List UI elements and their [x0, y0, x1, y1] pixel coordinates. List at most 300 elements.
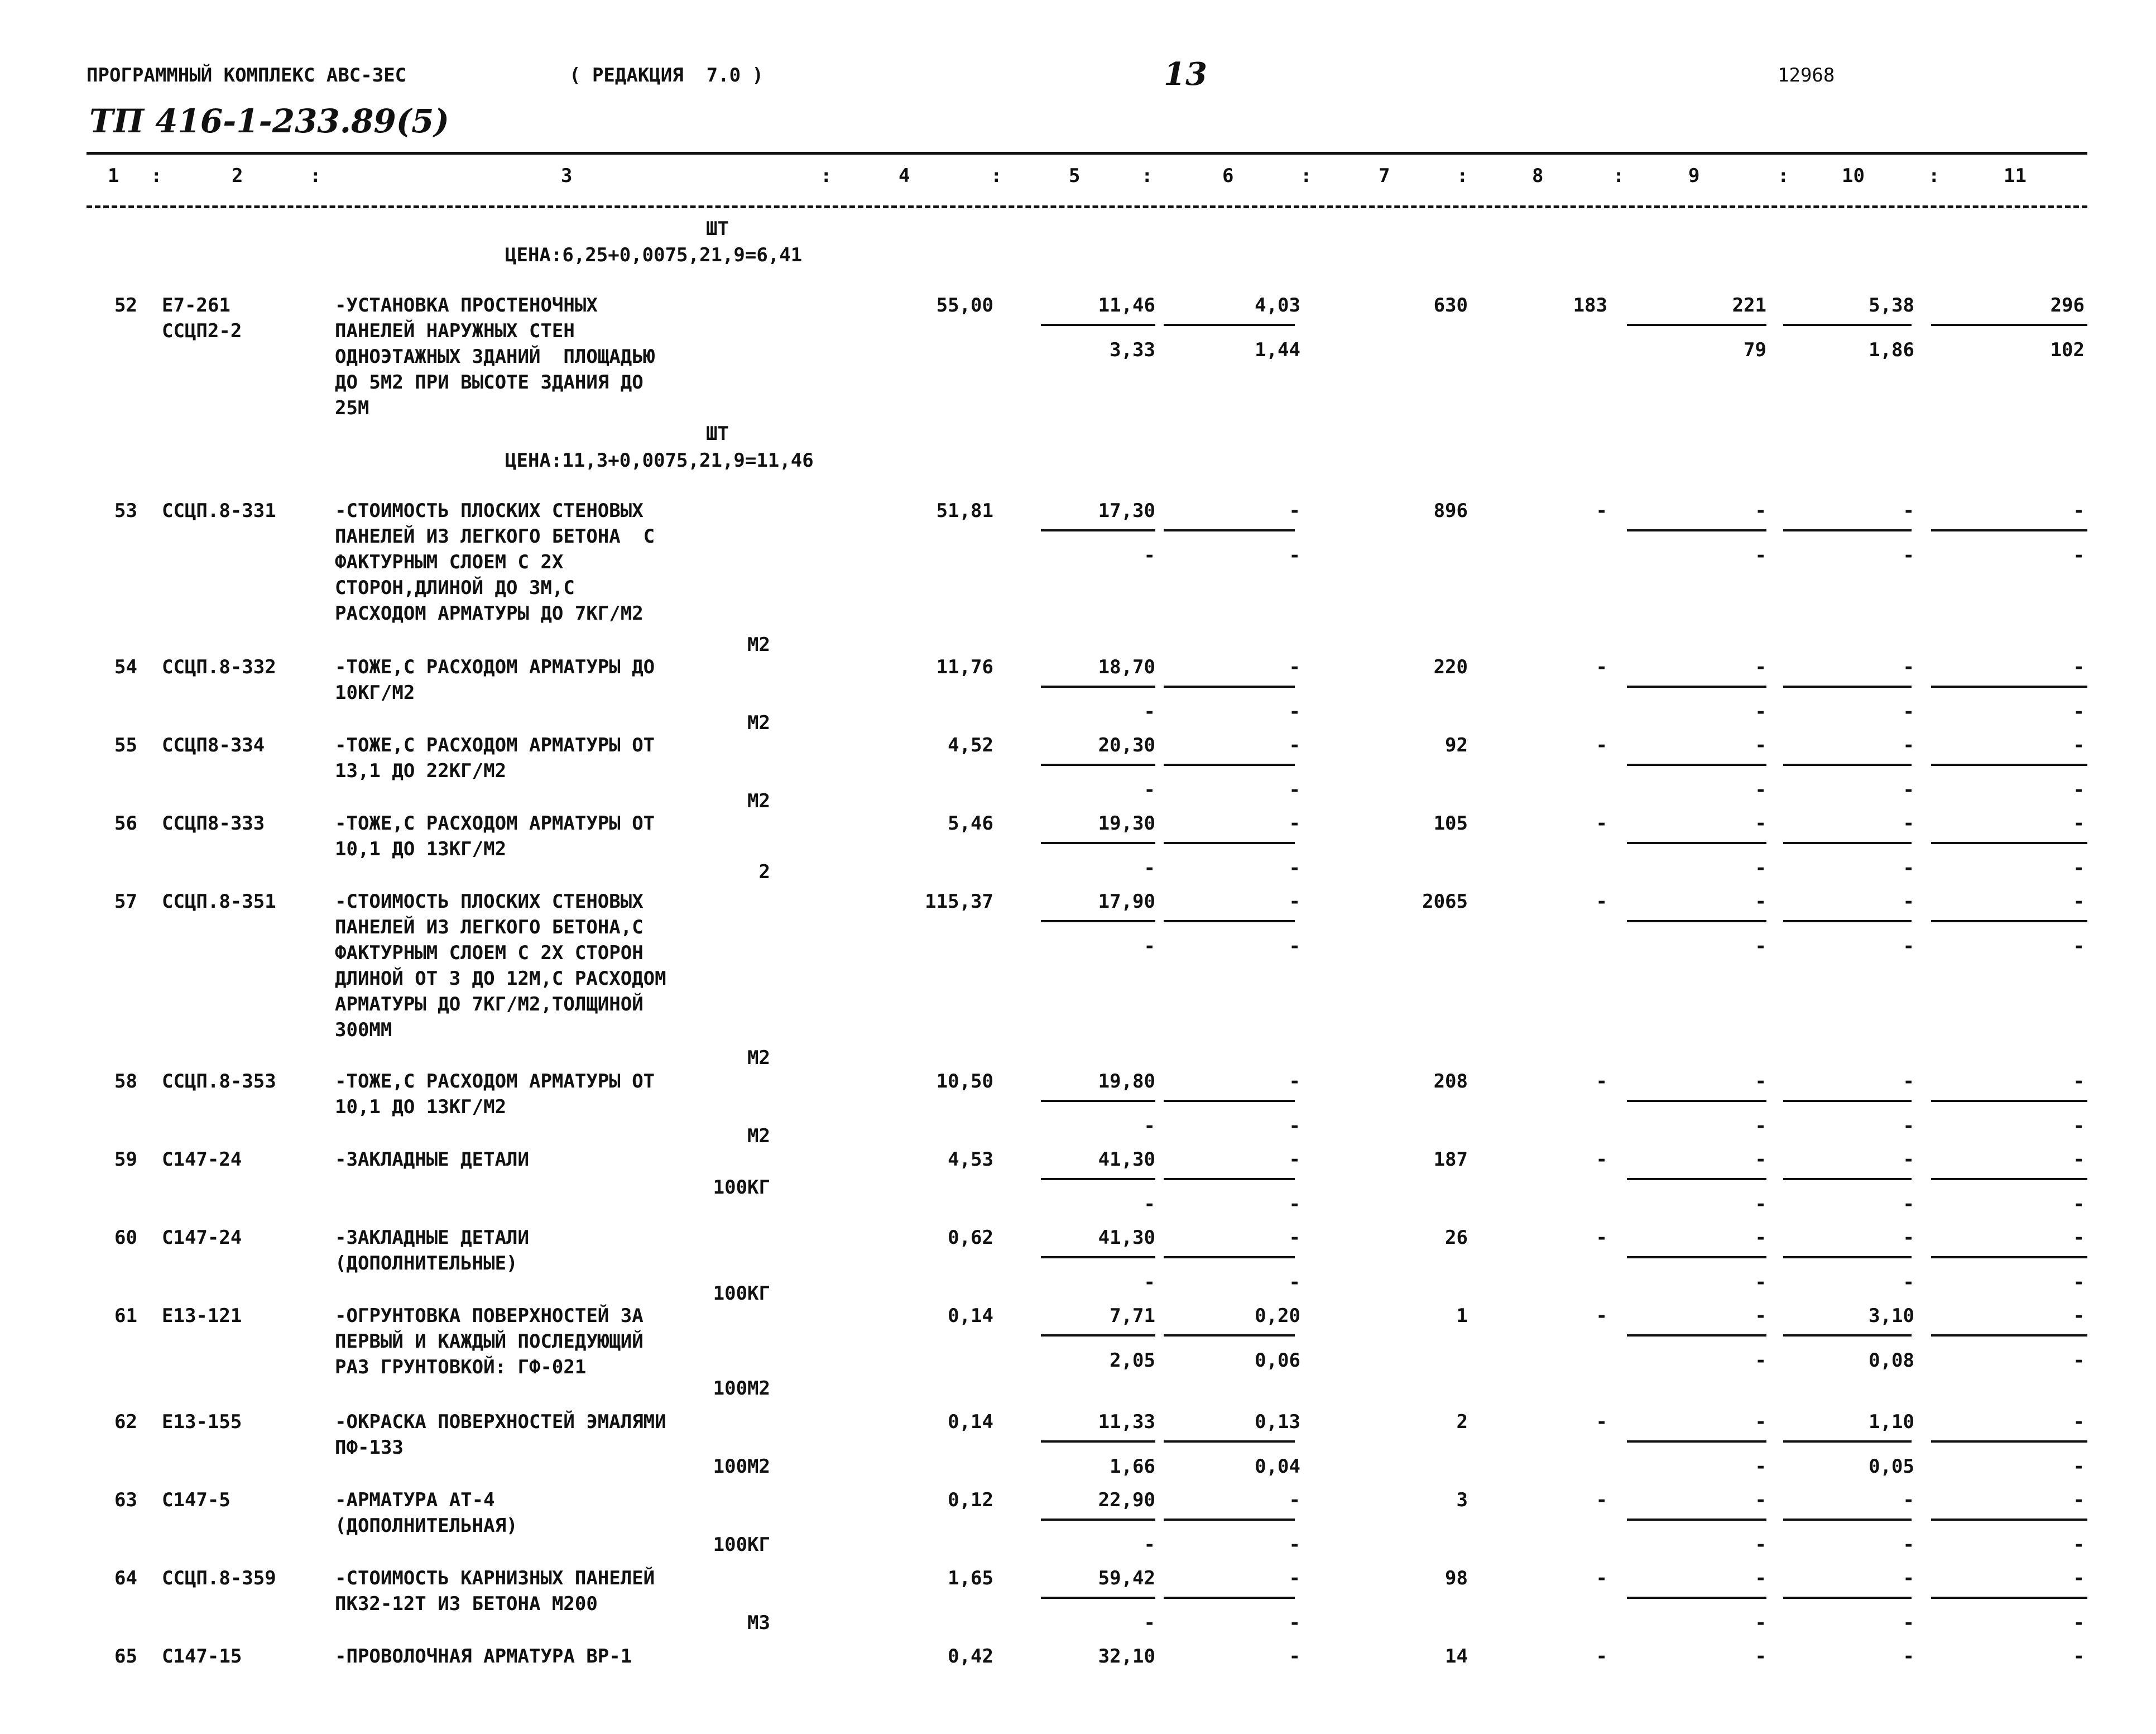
- cell-c6b: -: [1289, 1534, 1300, 1556]
- cell-c7: 92: [1445, 734, 1468, 756]
- cell-c5: 19,30: [1098, 812, 1155, 835]
- row-unit: 100КГ: [713, 1534, 770, 1556]
- cell-c10: -: [1903, 1567, 1914, 1589]
- fraction-rule: [1931, 842, 2087, 844]
- fraction-rule: [1164, 529, 1295, 531]
- row-description-line: -ТОЖЕ,С РАСХОДОМ АРМАТУРЫ ОТ: [335, 1070, 655, 1093]
- cell-c5: 11,33: [1098, 1411, 1155, 1433]
- row-description-line: ФАКТУРНЫМ СЛОЕМ С 2Х СТОРОН: [335, 942, 644, 964]
- cell-c6b: 0,04: [1255, 1455, 1300, 1478]
- cell-c10: -: [1903, 1070, 1914, 1093]
- row-description-line: 300ММ: [335, 1019, 392, 1041]
- cell-qty: 55,00: [936, 294, 993, 317]
- cell-c10: 1,10: [1869, 1411, 1914, 1433]
- cell-c5: 59,42: [1098, 1567, 1155, 1589]
- fraction-rule: [1931, 1597, 2087, 1599]
- cell-c9: -: [1755, 656, 1766, 678]
- cell-c9b: -: [1755, 1115, 1766, 1137]
- row-code: С147-5: [162, 1489, 231, 1511]
- cell-c6: -: [1289, 1489, 1300, 1511]
- row-description-line: -ОГРУНТОВКА ПОВЕРХНОСТЕЙ ЗА: [335, 1305, 644, 1327]
- fraction-rule: [1783, 686, 1912, 688]
- fraction-rule: [1627, 529, 1766, 531]
- row-unit: М2: [747, 1047, 770, 1069]
- cell-c11: -: [2073, 1305, 2085, 1327]
- row-description-line: -СТОИМОСТЬ ПЛОСКИХ СТЕНОВЫХ: [335, 500, 644, 522]
- cell-c11: -: [2073, 1148, 2085, 1171]
- cell-c11b: -: [2073, 779, 2085, 801]
- cell-c9b: -: [1755, 1455, 1766, 1478]
- row-description-line: 10,1 ДО 13КГ/М2: [335, 838, 507, 860]
- row-number: 63: [114, 1489, 137, 1511]
- project-reference: ТП 416-1-233.89(5): [89, 102, 449, 140]
- row-unit: М2: [747, 1125, 770, 1147]
- cell-qty: 0,12: [948, 1489, 993, 1511]
- row-unit: 100КГ: [713, 1176, 770, 1199]
- row-description-line: (ДОПОЛНИТЕЛЬНЫЕ): [335, 1252, 518, 1275]
- row-number: 52: [114, 294, 137, 317]
- row-number: 54: [114, 656, 137, 678]
- cell-c8: -: [1596, 1227, 1607, 1249]
- column-header-9: 9: [1688, 165, 1700, 187]
- fraction-rule: [1627, 764, 1766, 766]
- cell-c7: 896: [1433, 500, 1468, 522]
- cell-c7: 2065: [1422, 890, 1468, 913]
- cell-c8: 183: [1573, 294, 1607, 317]
- cell-c9b: -: [1755, 1612, 1766, 1634]
- cell-c7: 14: [1445, 1645, 1468, 1668]
- cell-c9: -: [1755, 1305, 1766, 1327]
- cell-c6: 0,13: [1255, 1411, 1300, 1433]
- cell-c11b: -: [2073, 544, 2085, 567]
- cell-c5b: -: [1144, 1612, 1155, 1634]
- row-description-line: -ОКРАСКА ПОВЕРХНОСТЕЙ ЭМАЛЯМИ: [335, 1411, 666, 1433]
- cell-c10: 3,10: [1869, 1305, 1914, 1327]
- cell-c11: -: [2073, 1411, 2085, 1433]
- fraction-rule: [1164, 1597, 1295, 1599]
- fraction-rule: [1627, 1440, 1766, 1443]
- cell-c11: -: [2073, 1227, 2085, 1249]
- header-rule-bottom: [87, 205, 2087, 208]
- cell-c5b: -: [1144, 857, 1155, 879]
- cell-c6b: 0,06: [1255, 1349, 1300, 1372]
- row-description-line: -ТОЖЕ,С РАСХОДОМ АРМАТУРЫ ОТ: [335, 812, 655, 835]
- cell-c9b: -: [1755, 1193, 1766, 1215]
- cell-c9: -: [1755, 812, 1766, 835]
- column-header-11: 11: [2004, 165, 2027, 187]
- top-price-note: ЦЕНА:6,25+0,0075,21,9=6,41: [505, 244, 803, 266]
- fraction-rule: [1627, 1256, 1766, 1258]
- cell-c11: -: [2073, 656, 2085, 678]
- fraction-rule: [1783, 842, 1912, 844]
- row-description-line: ПАНЕЛЕЙ НАРУЖНЫХ СТЕН: [335, 320, 575, 342]
- cell-c6: -: [1289, 1645, 1300, 1668]
- cell-c10: -: [1903, 734, 1914, 756]
- cell-c7: 220: [1433, 656, 1468, 678]
- cell-c10b: -: [1903, 935, 1914, 957]
- row-description-line: ОДНОЭТАЖНЫХ ЗДАНИЙ ПЛОЩАДЬЮ: [335, 346, 655, 368]
- fraction-rule: [1931, 1334, 2087, 1337]
- cell-c10b: -: [1903, 701, 1914, 723]
- cell-c10: -: [1903, 1645, 1914, 1668]
- cell-c8: -: [1596, 500, 1607, 522]
- fraction-rule: [1627, 324, 1766, 326]
- cell-c6: -: [1289, 734, 1300, 756]
- fraction-rule: [1931, 686, 2087, 688]
- row-number: 56: [114, 812, 137, 835]
- cell-c10b: -: [1903, 544, 1914, 567]
- fraction-rule: [1783, 529, 1912, 531]
- row-code: С147-24: [162, 1227, 242, 1249]
- cell-c9b: -: [1755, 701, 1766, 723]
- row-unit: 100КГ: [713, 1282, 770, 1305]
- cell-c10b: -: [1903, 1193, 1914, 1215]
- cell-c10b: -: [1903, 1271, 1914, 1294]
- cell-c11b: -: [2073, 1455, 2085, 1478]
- row-unit: 2: [758, 861, 770, 883]
- cell-c5: 7,71: [1110, 1305, 1155, 1327]
- cell-c11b: -: [2073, 1534, 2085, 1556]
- fraction-rule: [1627, 1597, 1766, 1599]
- cell-c6: -: [1289, 1070, 1300, 1093]
- row-description-line: -АРМАТУРА АТ-4: [335, 1489, 495, 1511]
- row-description-line: 10КГ/М2: [335, 682, 415, 704]
- cell-c11: -: [2073, 1070, 2085, 1093]
- cell-c8: -: [1596, 1567, 1607, 1589]
- cell-c11b: -: [2073, 1115, 2085, 1137]
- row-description-line: ПЕРВЫЙ И КАЖДЫЙ ПОСЛЕДУЮЩИЙ: [335, 1330, 644, 1353]
- cell-c11: -: [2073, 500, 2085, 522]
- row-description-line: ПФ-133: [335, 1436, 404, 1459]
- row-code: ССЦП8-333: [162, 812, 265, 835]
- row-description-line: 10,1 ДО 13КГ/М2: [335, 1096, 507, 1118]
- row-description-line: -СТОИМОСТЬ КАРНИЗНЫХ ПАНЕЛЕЙ: [335, 1567, 655, 1589]
- row-unit: М3: [747, 1612, 770, 1634]
- fraction-rule: [1041, 1519, 1155, 1521]
- cell-c5: 32,10: [1098, 1645, 1155, 1668]
- cell-c6b: -: [1289, 1193, 1300, 1215]
- fraction-rule: [1041, 764, 1155, 766]
- fraction-rule: [1164, 764, 1295, 766]
- fraction-rule: [1164, 1256, 1295, 1258]
- cell-c5: 19,80: [1098, 1070, 1155, 1093]
- row-unit: М2: [747, 790, 770, 812]
- fraction-rule: [1041, 1256, 1155, 1258]
- row-code: ССЦП.8-331: [162, 500, 276, 522]
- cell-c11: -: [2073, 1489, 2085, 1511]
- column-header-5: 5: [1069, 165, 1081, 187]
- cell-c9b: -: [1755, 1271, 1766, 1294]
- cell-c5b: -: [1144, 1271, 1155, 1294]
- row-code: С147-15: [162, 1645, 242, 1668]
- cell-c10: -: [1903, 500, 1914, 522]
- cell-c6: -: [1289, 500, 1300, 522]
- row-code: С147-24: [162, 1148, 242, 1171]
- row-description-line: (ДОПОЛНИТЕЛЬНАЯ): [335, 1515, 518, 1537]
- cell-c9: -: [1755, 1070, 1766, 1093]
- cell-c5b: -: [1144, 1115, 1155, 1137]
- cell-c11b: 102: [2050, 339, 2085, 361]
- cell-c10b: -: [1903, 1612, 1914, 1634]
- cell-qty: 4,52: [948, 734, 993, 756]
- row-description-line: 13,1 ДО 22КГ/М2: [335, 760, 507, 782]
- fraction-rule: [1041, 324, 1155, 326]
- cell-qty: 0,14: [948, 1411, 993, 1433]
- cell-c9b: -: [1755, 857, 1766, 879]
- cell-c6: 4,03: [1255, 294, 1300, 317]
- fraction-rule: [1783, 1256, 1912, 1258]
- row-code: Е13-121: [162, 1305, 242, 1327]
- cell-c7: 630: [1433, 294, 1468, 317]
- cell-c11b: -: [2073, 1349, 2085, 1372]
- fraction-rule: [1627, 686, 1766, 688]
- cell-c6b: -: [1289, 857, 1300, 879]
- fraction-rule: [1164, 842, 1295, 844]
- cell-c11b: -: [2073, 701, 2085, 723]
- cell-c8: -: [1596, 656, 1607, 678]
- row-description-line: -ТОЖЕ,С РАСХОДОМ АРМАТУРЫ ДО: [335, 656, 655, 678]
- row52-unit: ШТ: [706, 423, 729, 445]
- cell-c9: -: [1755, 1148, 1766, 1171]
- cell-c5: 17,30: [1098, 500, 1155, 522]
- cell-c7: 187: [1433, 1148, 1468, 1171]
- cell-c9: -: [1755, 1227, 1766, 1249]
- fraction-rule: [1931, 1100, 2087, 1102]
- column-separator: :: [820, 165, 832, 187]
- fraction-rule: [1783, 1440, 1912, 1443]
- fraction-rule: [1041, 920, 1155, 922]
- cell-c6b: -: [1289, 701, 1300, 723]
- fraction-rule: [1783, 1519, 1912, 1521]
- cell-c10: -: [1903, 656, 1914, 678]
- row-description-line: -ПРОВОЛОЧНАЯ АРМАТУРА ВР-1: [335, 1645, 632, 1668]
- cell-qty: 115,37: [925, 890, 993, 913]
- fraction-rule: [1041, 529, 1155, 531]
- cell-c11: -: [2073, 1645, 2085, 1668]
- fraction-rule: [1041, 1178, 1155, 1180]
- cell-c10: 5,38: [1869, 294, 1914, 317]
- cell-c5b: -: [1144, 701, 1155, 723]
- cell-c10: -: [1903, 890, 1914, 913]
- fraction-rule: [1164, 1178, 1295, 1180]
- cell-c9: -: [1755, 1411, 1766, 1433]
- row-description-line: СТОРОН,ДЛИНОЙ ДО 3М,С: [335, 577, 575, 599]
- fraction-rule: [1627, 842, 1766, 844]
- row-number: 61: [114, 1305, 137, 1327]
- fraction-rule: [1783, 764, 1912, 766]
- row-number: 65: [114, 1645, 137, 1668]
- column-header-8: 8: [1532, 165, 1544, 187]
- cell-c5b: -: [1144, 779, 1155, 801]
- column-separator: :: [1778, 165, 1789, 187]
- cell-c5b: 1,66: [1110, 1455, 1155, 1478]
- cell-c5b: -: [1144, 1193, 1155, 1215]
- fraction-rule: [1783, 1597, 1912, 1599]
- row-description-line: РАСХОДОМ АРМАТУРЫ ДО 7КГ/М2: [335, 602, 644, 625]
- fraction-rule: [1783, 920, 1912, 922]
- cell-c11b: -: [2073, 1271, 2085, 1294]
- cell-c6b: -: [1289, 1115, 1300, 1137]
- cell-c6: -: [1289, 1567, 1300, 1589]
- cell-qty: 10,50: [936, 1070, 993, 1093]
- cell-qty: 1,65: [948, 1567, 993, 1589]
- cell-c6: 0,20: [1255, 1305, 1300, 1327]
- cell-c6: -: [1289, 1148, 1300, 1171]
- cell-c5b: -: [1144, 935, 1155, 957]
- cell-c5b: 2,05: [1110, 1349, 1155, 1372]
- row-description-line: ДО 5М2 ПРИ ВЫСОТЕ ЗДАНИЯ ДО: [335, 371, 644, 394]
- cell-c11b: -: [2073, 857, 2085, 879]
- column-separator: :: [151, 165, 162, 187]
- cell-c9: -: [1755, 890, 1766, 913]
- row-code: ССЦП.8-351: [162, 890, 276, 913]
- row-number: 58: [114, 1070, 137, 1093]
- cell-c10: -: [1903, 1227, 1914, 1249]
- cell-c6: -: [1289, 656, 1300, 678]
- column-separator: :: [991, 165, 1002, 187]
- cell-c10: -: [1903, 812, 1914, 835]
- cell-qty: 0,42: [948, 1645, 993, 1668]
- row-number: 62: [114, 1411, 137, 1433]
- cell-c6b: -: [1289, 1271, 1300, 1294]
- cell-c8: -: [1596, 1305, 1607, 1327]
- fraction-rule: [1931, 1256, 2087, 1258]
- column-separator: :: [1457, 165, 1468, 187]
- row-number: 60: [114, 1227, 137, 1249]
- row-code: ССЦП.8-359: [162, 1567, 276, 1589]
- cell-c10b: -: [1903, 1534, 1914, 1556]
- row-number: 53: [114, 500, 137, 522]
- row-description-line: АРМАТУРЫ ДО 7КГ/М2,ТОЛЩИНОЙ: [335, 993, 644, 1016]
- fraction-rule: [1164, 920, 1295, 922]
- row-code: ССЦП.8-332: [162, 656, 276, 678]
- column-separator: :: [1300, 165, 1312, 187]
- row-description-line: РАЗ ГРУНТОВКОЙ: ГФ-021: [335, 1356, 587, 1378]
- cell-qty: 11,76: [936, 656, 993, 678]
- row-code: ССЦП.8-353: [162, 1070, 276, 1093]
- cell-c5b: -: [1144, 544, 1155, 567]
- cell-c10b: 0,05: [1869, 1455, 1914, 1478]
- fraction-rule: [1783, 1100, 1912, 1102]
- fraction-rule: [1041, 842, 1155, 844]
- cell-c5: 22,90: [1098, 1489, 1155, 1511]
- fraction-rule: [1931, 1440, 2087, 1443]
- cell-c9: -: [1755, 1567, 1766, 1589]
- cell-c10b: -: [1903, 857, 1914, 879]
- cell-c8: -: [1596, 812, 1607, 835]
- cell-c11: -: [2073, 734, 2085, 756]
- cell-qty: 5,46: [948, 812, 993, 835]
- column-separator: :: [1141, 165, 1153, 187]
- cell-c7: 98: [1445, 1567, 1468, 1589]
- cell-c6b: -: [1289, 935, 1300, 957]
- column-header-4: 4: [899, 165, 910, 187]
- fraction-rule: [1164, 1334, 1295, 1337]
- cell-c6: -: [1289, 1227, 1300, 1249]
- row-number: 55: [114, 734, 137, 756]
- page-number: 13: [1164, 56, 1207, 93]
- cell-qty: 51,81: [936, 500, 993, 522]
- cell-c6: -: [1289, 812, 1300, 835]
- cell-c10: -: [1903, 1148, 1914, 1171]
- row-code: Е13-155: [162, 1411, 242, 1433]
- cell-c10b: -: [1903, 1115, 1914, 1137]
- cell-c6b: 1,44: [1255, 339, 1300, 361]
- cell-c7: 2: [1456, 1411, 1468, 1433]
- column-header-7: 7: [1379, 165, 1390, 187]
- row-code: Е7-261: [162, 294, 231, 317]
- fraction-rule: [1931, 324, 2087, 326]
- row-number: 59: [114, 1148, 137, 1171]
- cell-c9: -: [1755, 1645, 1766, 1668]
- column-header-2: 2: [232, 165, 243, 187]
- cell-c10b: 1,86: [1869, 339, 1914, 361]
- row-number: 57: [114, 890, 137, 913]
- cell-c11: 296: [2050, 294, 2085, 317]
- cell-c9: 221: [1732, 294, 1766, 317]
- fraction-rule: [1931, 1519, 2087, 1521]
- column-separator: :: [1613, 165, 1625, 187]
- fraction-rule: [1627, 1334, 1766, 1337]
- cell-c9b: -: [1755, 1534, 1766, 1556]
- cell-c6b: -: [1289, 779, 1300, 801]
- row52-price-note: ЦЕНА:11,3+0,0075,21,9=11,46: [505, 449, 814, 472]
- row-unit: М2: [747, 712, 770, 734]
- row-description-line: ПАНЕЛЕЙ ИЗ ЛЕГКОГО БЕТОНА,С: [335, 916, 644, 938]
- cell-c10b: 0,08: [1869, 1349, 1914, 1372]
- fraction-rule: [1931, 920, 2087, 922]
- fraction-rule: [1041, 1100, 1155, 1102]
- fraction-rule: [1627, 1519, 1766, 1521]
- fraction-rule: [1041, 686, 1155, 688]
- cell-c10: -: [1903, 1489, 1914, 1511]
- fraction-rule: [1783, 324, 1912, 326]
- fraction-rule: [1931, 764, 2087, 766]
- row-description-line: ДЛИНОЙ ОТ 3 ДО 12М,С РАСХОДОМ: [335, 967, 666, 990]
- cell-c5: 17,90: [1098, 890, 1155, 913]
- cell-c8: -: [1596, 734, 1607, 756]
- cell-c7: 105: [1433, 812, 1468, 835]
- cell-c8: -: [1596, 1070, 1607, 1093]
- top-unit: ШТ: [706, 218, 729, 240]
- row-description-line: -ЗАКЛАДНЫЕ ДЕТАЛИ: [335, 1227, 529, 1249]
- cell-c8: -: [1596, 1645, 1607, 1668]
- cell-c9b: -: [1755, 544, 1766, 567]
- row-description-line: -ТОЖЕ,С РАСХОДОМ АРМАТУРЫ ОТ: [335, 734, 655, 756]
- row-description-line: -УСТАНОВКА ПРОСТЕНОЧНЫХ: [335, 294, 598, 317]
- cell-qty: 0,62: [948, 1227, 993, 1249]
- cell-qty: 0,14: [948, 1305, 993, 1327]
- cell-c6: -: [1289, 890, 1300, 913]
- cell-c11: -: [2073, 812, 2085, 835]
- cell-c9: -: [1755, 1489, 1766, 1511]
- cell-c5b: -: [1144, 1534, 1155, 1556]
- cell-c8: -: [1596, 890, 1607, 913]
- fraction-rule: [1627, 1178, 1766, 1180]
- header-edition: ( РЕДАКЦИЯ 7.0 ): [569, 64, 764, 87]
- cell-c11b: -: [2073, 1193, 2085, 1215]
- cell-c9: -: [1755, 500, 1766, 522]
- row-unit: 100М2: [713, 1377, 770, 1400]
- cell-c6b: -: [1289, 544, 1300, 567]
- column-header-10: 10: [1842, 165, 1865, 187]
- cell-c5: 41,30: [1098, 1227, 1155, 1249]
- header-rule-top: [87, 152, 2087, 155]
- cell-c9b: -: [1755, 935, 1766, 957]
- row-code: ССЦП8-334: [162, 734, 265, 756]
- row-description-line: ПКЗ2-12Т ИЗ БЕТОНА М200: [335, 1593, 598, 1615]
- fraction-rule: [1041, 1440, 1155, 1443]
